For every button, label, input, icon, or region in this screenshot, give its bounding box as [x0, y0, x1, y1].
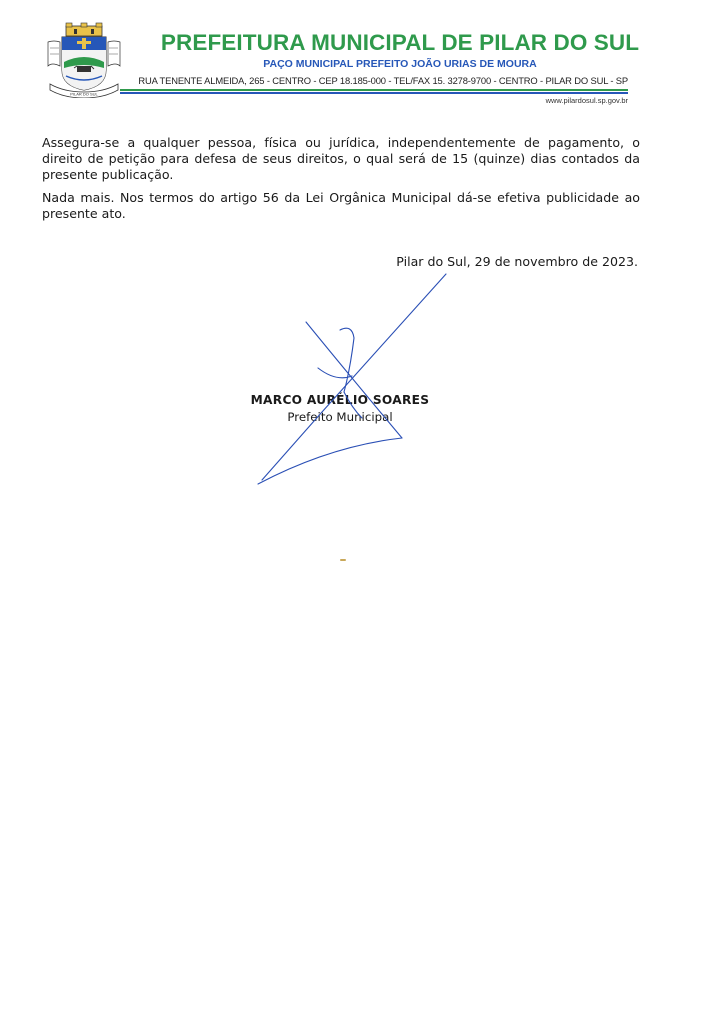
- signatory-role: Prefeito Municipal: [287, 410, 393, 424]
- crest-ribbon-text: PILAR DO SUL: [70, 91, 98, 97]
- municipal-crest-logo: [44, 22, 124, 98]
- paragraph-petition-right: Assegura-se a qualquer pessoa, física ou jurídica, independentemente de pagamento, o direito de petição para defesa de seus direitos, o qual será de 15 (quinze) dias contados da presente publicação.: [42, 135, 640, 182]
- dateline: Pilar do Sul, 29 de novembro de 2023.: [396, 254, 638, 269]
- header-divider-green: [120, 89, 628, 91]
- signatory-name: MARCO AURÉLIO SOARES: [250, 393, 430, 407]
- header-subtitle: PAÇO MUNICIPAL PREFEITO JOÃO URIAS DE MOURA: [263, 58, 537, 70]
- header-website: www.pilardosul.sp.gov.br: [545, 96, 628, 105]
- header-divider-blue: [120, 92, 628, 94]
- paragraph-publicity: Nada mais. Nos termos do artigo 56 da Lei Orgânica Municipal dá-se efetiva publicidade ao presente ato.: [42, 190, 640, 221]
- header-title: PREFEITURA MUNICIPAL DE PILAR DO SUL: [160, 30, 640, 55]
- scan-speck: [340, 559, 346, 561]
- header-address: RUA TENENTE ALMEIDA, 265 - CENTRO - CEP 18.185-000 - TEL/FAX 15. 3278-9700 - CENTRO - PILAR DO SUL - SP: [138, 75, 628, 86]
